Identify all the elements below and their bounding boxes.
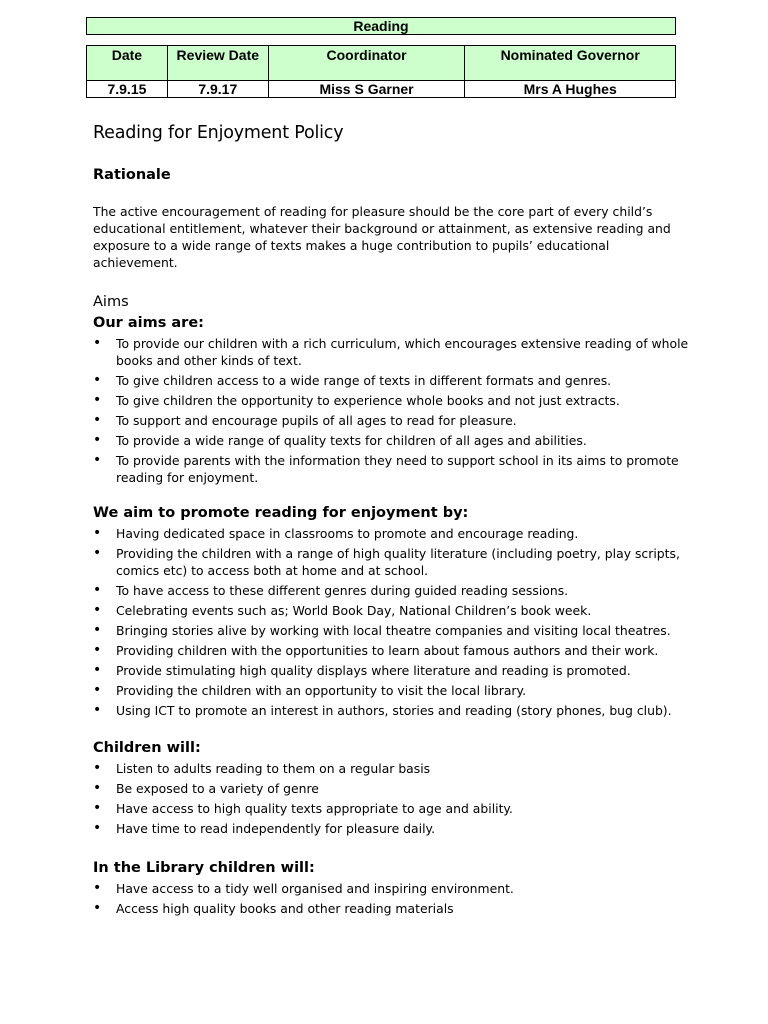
list-item: • To support and encourage pupils of all ages to read for pleasure. <box>93 412 693 429</box>
children-heading: Children will: <box>93 740 201 756</box>
list-item: • To give children access to a wide range of texts in different formats and genres. <box>93 372 693 389</box>
policy-info-table <box>86 45 676 98</box>
list-item: • Have time to read independently for pleasure daily. <box>93 820 693 837</box>
list-item: • To have access to these different genres during guided reading sessions. <box>93 582 693 599</box>
list-item: • Providing children with the opportunities to learn about famous authors and their work. <box>93 642 693 659</box>
document-title: Reading for Enjoyment Policy <box>93 123 344 143</box>
policy-title-table <box>86 17 676 35</box>
library-heading: In the Library children will: <box>93 860 315 876</box>
list-item: • Provide stimulating high quality displays where literature and reading is promoted. <box>93 662 693 679</box>
list-item: • Celebrating events such as; World Book Day, National Children’s book week. <box>93 602 693 619</box>
policy-subject: Reading <box>87 18 676 35</box>
list-item: • Having dedicated space in classrooms to promote and encourage reading. <box>93 525 693 542</box>
coordinator-value: Miss S Garner <box>268 81 465 98</box>
aims-list <box>93 335 693 489</box>
list-item: • Have access to high quality texts appropriate to age and ability. <box>93 800 693 817</box>
list-item: • To give children the opportunity to experience whole books and not just extracts. <box>93 392 693 409</box>
list-item: • Have access to a tidy well organised and inspiring environment. <box>93 880 693 897</box>
governor-value: Mrs A Hughes <box>465 81 676 98</box>
rationale-text: The active encouragement of reading for pleasure should be the core part of every child’s educational entitlement, whatever their background or attainment, as extensive reading and exposure to a wide range of texts makes a huge contribution to pupils’ educational achievement. <box>93 204 671 270</box>
date-column-header: Date <box>87 46 168 81</box>
library-list <box>93 880 693 920</box>
children-list <box>93 760 693 840</box>
list-item: • Access high quality books and other reading materials <box>93 900 693 917</box>
list-item: • To provide our children with a rich curriculum, which encourages extensive reading of whole books and other kinds of text. <box>93 335 693 369</box>
list-item: • Be exposed to a variety of genre <box>93 780 693 797</box>
aims-subheading: Our aims are: <box>93 315 204 331</box>
aims-heading: Aims <box>93 294 129 310</box>
list-item: • To provide a wide range of quality texts for children of all ages and abilities. <box>93 432 693 449</box>
review-date-column-header: Review Date <box>167 46 268 81</box>
promote-heading: We aim to promote reading for enjoyment by: <box>93 505 469 521</box>
review-date-value: 7.9.17 <box>167 81 268 98</box>
governor-column-header: Nominated Governor <box>465 46 676 81</box>
rationale-heading: Rationale <box>93 167 171 183</box>
date-value: 7.9.15 <box>87 81 168 98</box>
list-item: • Providing the children with a range of high quality literature (including poetry, play scripts, comics etc) to access both at home and at school. <box>93 545 693 579</box>
list-item: • Listen to adults reading to them on a regular basis <box>93 760 693 777</box>
list-item: • To provide parents with the information they need to support school in its aims to promote reading for enjoyment. <box>93 452 693 486</box>
list-item: • Bringing stories alive by working with local theatre companies and visiting local theatres. <box>93 622 693 639</box>
list-item: • Providing the children with an opportunity to visit the local library. <box>93 682 693 699</box>
list-item: • Using ICT to promote an interest in authors, stories and reading (story phones, bug club). <box>93 702 693 719</box>
promote-list <box>93 525 693 722</box>
coordinator-column-header: Coordinator <box>268 46 465 81</box>
